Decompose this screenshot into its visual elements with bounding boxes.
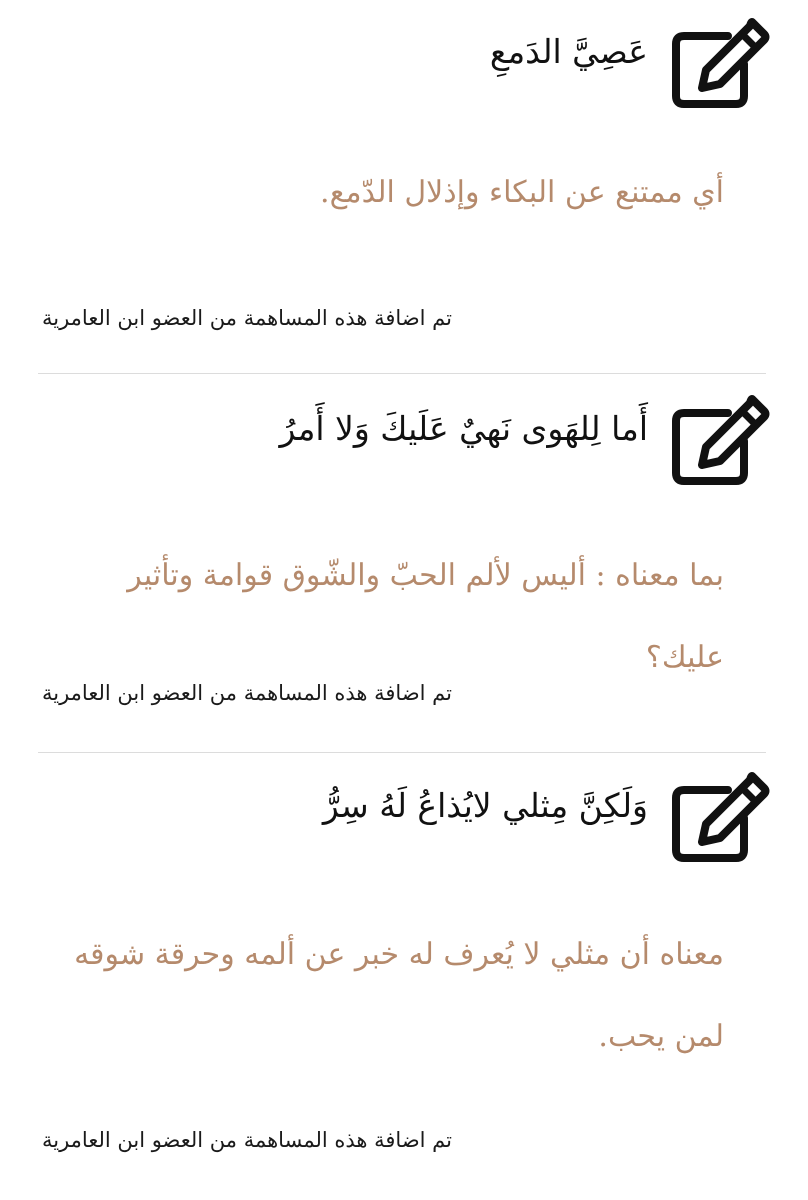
contributor-credit: تم اضافة هذه المساهمة من العضو ابن العامرية: [41, 681, 452, 705]
contributor-credit: تم اضافة هذه المساهمة من العضو ابن العامرية: [41, 1128, 452, 1152]
edit-icon: [670, 16, 770, 108]
meaning-text: معناه أن مثلي لا يُعرف له خبر عن ألمه وحرقة شوقه لمن يحب.: [74, 937, 724, 1054]
edit-button[interactable]: [670, 770, 770, 862]
verse-text: عَصِيَّ الدَمعِ: [489, 32, 648, 71]
meaning-text: بما معناه : أليس لألم الحبّ والشّوق قوامة وتأثير عليك؟: [127, 558, 724, 675]
commentary-entry: [0, 0, 808, 374]
verse-text: وَلَكِنَّ مِثلي لايُذاعُ لَهُ سِرُّ: [322, 786, 648, 825]
contributor-credit: تم اضافة هذه المساهمة من العضو ابن العامرية: [41, 306, 452, 330]
commentary-entry: [0, 375, 808, 753]
edit-icon: [670, 770, 770, 862]
edit-icon: [670, 393, 770, 485]
edit-button[interactable]: [670, 393, 770, 485]
divider: [38, 752, 766, 753]
commentary-entry: [0, 754, 808, 1200]
verse-text: أَما لِلهَوى نَهيٌ عَلَيكَ وَلا أَمرُ: [279, 409, 648, 448]
divider: [38, 373, 766, 374]
meaning-text: أي ممتنع عن البكاء وإذلال الدّمع.: [320, 175, 724, 210]
edit-button[interactable]: [670, 16, 770, 108]
